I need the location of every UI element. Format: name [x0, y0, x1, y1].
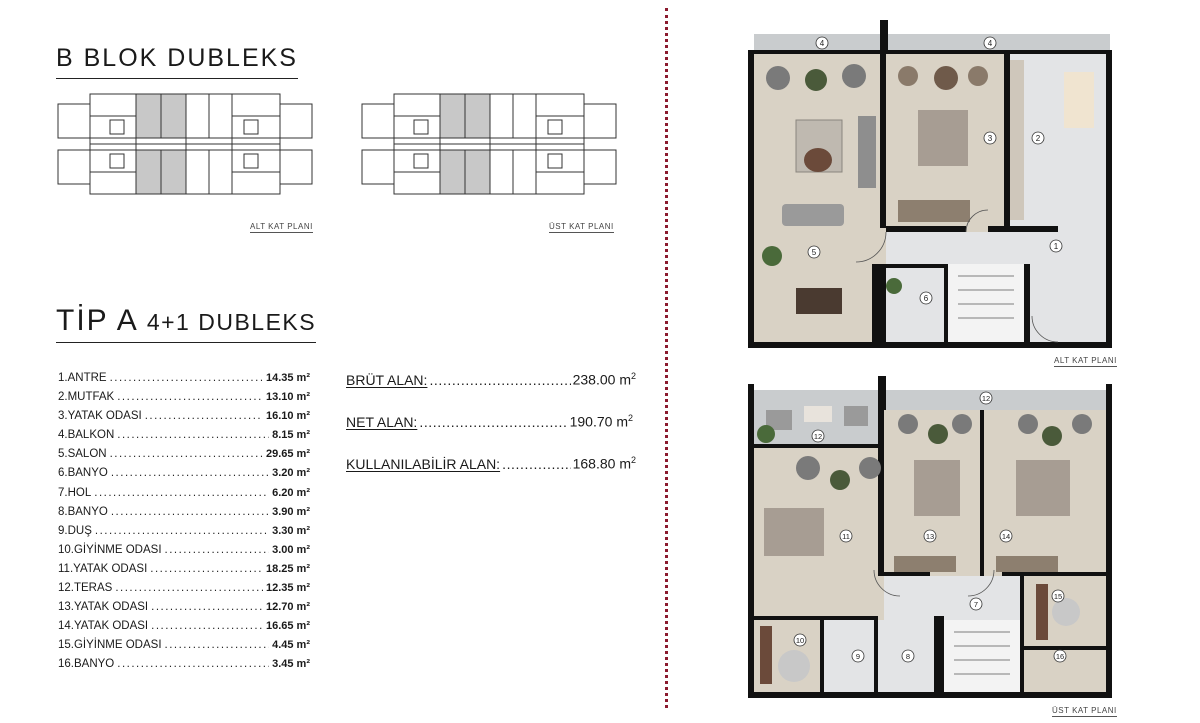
- lower-floor-plan: [748, 20, 1116, 348]
- lower-room-number: 4: [819, 39, 825, 48]
- net-area-label: NET ALAN:: [346, 413, 418, 430]
- room-row: [58, 410, 310, 429]
- block-title: B BLOK DUBLEKS: [56, 44, 298, 79]
- room-name: 16.BANYO: [58, 658, 115, 671]
- room-row: [58, 487, 310, 506]
- room-row: [58, 601, 310, 620]
- room-name: 1.ANTRE: [58, 372, 107, 384]
- brut-area-label: BRÜT ALAN:: [346, 371, 428, 388]
- room-name: 7.HOL: [58, 486, 92, 499]
- room-name: 2.MUTFAK: [58, 391, 115, 404]
- upper-floor-plan: [748, 376, 1116, 698]
- page-divider: [665, 8, 668, 708]
- key-plan-lower: [54, 90, 316, 198]
- room-area: 3.20 m²: [272, 467, 310, 480]
- room-row: [58, 658, 310, 677]
- net-area-value: 190.70 m: [569, 413, 628, 430]
- room-name: 11.YATAK ODASI: [58, 562, 148, 575]
- room-row: [58, 525, 310, 544]
- room-row: [58, 544, 310, 563]
- brut-area-row: BRÜT ALAN: ..... 238.00 $m^2$: [346, 371, 636, 388]
- room-area: 8.15 m²: [272, 429, 310, 442]
- lower-room-number: 5: [811, 248, 817, 257]
- room-row: [58, 563, 310, 582]
- room-name: 9.DUŞ: [58, 524, 92, 537]
- room-area: 3.45 m²: [272, 658, 310, 671]
- upper-room-number: 12: [981, 394, 991, 403]
- room-area: 16.10 m²: [265, 410, 310, 423]
- type-title: [56, 304, 316, 343]
- type-title-sub: 4+1 DUBLEKS: [146, 309, 317, 335]
- upper-floor-caption: ÜST KAT PLANI: [1052, 706, 1117, 715]
- room-name: 14.YATAK ODASI: [58, 620, 149, 633]
- key-plan-lower-caption: ALT KAT PLANI: [250, 222, 313, 231]
- room-row: [58, 639, 310, 658]
- upper-room-number: 12: [813, 432, 823, 441]
- room-area: 12.70 m²: [265, 601, 310, 614]
- upper-room-number: 8: [905, 652, 911, 661]
- room-area: 18.25 m²: [265, 562, 310, 575]
- lower-room-number: 2: [1035, 134, 1041, 143]
- upper-room-number: 11: [842, 532, 850, 541]
- room-row: [58, 620, 310, 639]
- upper-room-number: 13: [925, 532, 935, 541]
- room-area: 14.35 m²: [265, 372, 310, 384]
- room-row: [58, 506, 310, 525]
- room-area: 29.65 m²: [265, 448, 310, 461]
- room-name: 5.SALON: [58, 448, 107, 461]
- room-name: 10.GİYİNME ODASI: [58, 543, 162, 556]
- upper-room-number: 16: [1055, 652, 1065, 661]
- lower-room-number: 6: [923, 294, 929, 303]
- brut-area-value: 238.00 m: [572, 371, 631, 388]
- room-area: 13.10 m²: [265, 391, 310, 404]
- usable-area-label: KULLANILABİLİR ALAN:: [346, 455, 501, 472]
- upper-room-number: 9: [855, 652, 861, 661]
- room-name: 12.TERAS: [58, 582, 113, 595]
- room-row: [58, 429, 310, 448]
- lower-room-number: 1: [1053, 242, 1059, 251]
- usable-area-value: 168.80 m: [572, 455, 631, 472]
- room-area: 12.35 m²: [265, 582, 310, 595]
- room-area: 16.65 m²: [265, 620, 310, 633]
- key-plan-upper: [358, 90, 620, 198]
- lower-room-number: 3: [987, 134, 993, 143]
- room-row: [58, 448, 310, 467]
- upper-room-number: 15: [1053, 592, 1063, 601]
- room-name: 8.BANYO: [58, 505, 108, 518]
- net-area-row: NET ALAN: ..... 190.70 $m^2$: [346, 413, 633, 430]
- lower-floor-caption: ALT KAT PLANI: [1054, 356, 1117, 365]
- upper-room-number: 14: [1001, 532, 1011, 541]
- upper-room-number: 7: [973, 600, 979, 609]
- room-area: 3.00 m²: [272, 543, 310, 556]
- usable-area-row: KULLANILABİLİR ALAN: ..... 168.80 $m^2$: [346, 455, 636, 472]
- room-area: 3.90 m²: [272, 505, 310, 518]
- room-row: [58, 582, 310, 601]
- room-area: 3.30 m²: [272, 524, 310, 537]
- room-row: [58, 467, 310, 486]
- room-row: [58, 391, 310, 410]
- room-area: 6.20 m²: [272, 486, 310, 499]
- type-title-main: TİP A: [56, 304, 139, 337]
- room-name: 15.GİYİNME ODASI: [58, 639, 162, 652]
- room-row: [58, 372, 310, 391]
- room-area: 4.45 m²: [272, 639, 310, 652]
- lower-room-number: 4: [987, 39, 993, 48]
- room-name: 4.BALKON: [58, 429, 115, 442]
- room-name: 3.YATAK ODASI: [58, 410, 142, 423]
- room-list: [58, 372, 310, 678]
- room-name: 13.YATAK ODASI: [58, 601, 149, 614]
- upper-room-number: 10: [795, 636, 805, 645]
- room-name: 6.BANYO: [58, 467, 108, 480]
- key-plan-upper-caption: ÜST KAT PLANI: [549, 222, 614, 231]
